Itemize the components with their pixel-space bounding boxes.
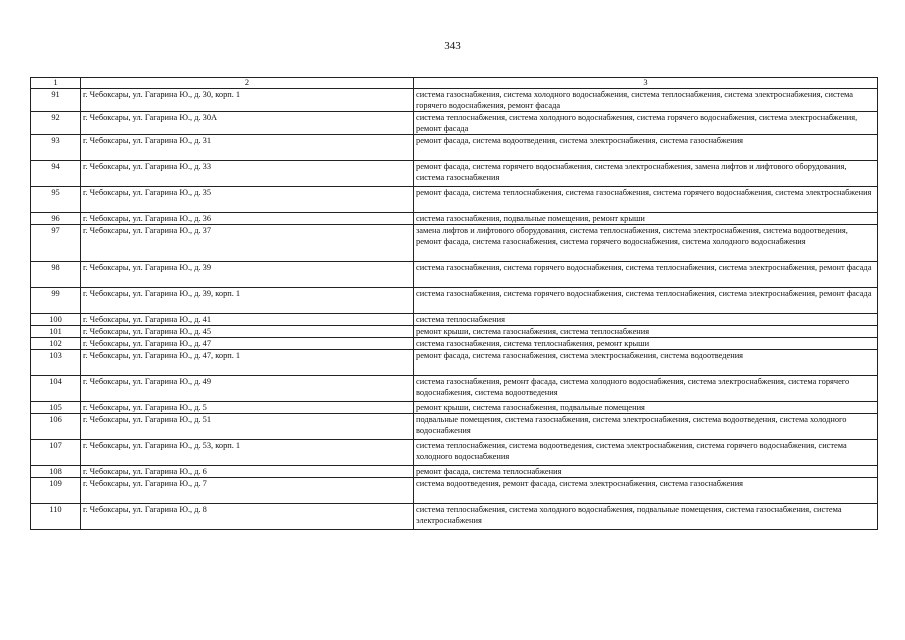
table-header-row: [31, 78, 878, 89]
row-address: г. Чебоксары, ул. Гагарина Ю., д. 5: [81, 402, 414, 414]
table-row: [31, 466, 878, 478]
row-works: система теплоснабжения: [414, 314, 878, 326]
row-number: 108: [31, 466, 81, 478]
table-row: [31, 402, 878, 414]
row-address: г. Чебоксары, ул. Гагарина Ю., д. 41: [81, 314, 414, 326]
table-row: [31, 187, 878, 213]
row-works: ремонт фасада, система теплоснабжения, система газоснабжения, система горячего водоснабжения, система электроснабжения: [414, 187, 878, 213]
row-number: 98: [31, 262, 81, 288]
row-address: г. Чебоксары, ул. Гагарина Ю., д. 47: [81, 338, 414, 350]
row-address: г. Чебоксары, ул. Гагарина Ю., д. 30А: [81, 112, 414, 135]
row-works: система теплоснабжения, система водоотведения, система электроснабжения, система горячего водоснабжения, система холодного водоснабжения: [414, 440, 878, 466]
row-number: 101: [31, 326, 81, 338]
table-row: [31, 288, 878, 314]
row-address: г. Чебоксары, ул. Гагарина Ю., д. 31: [81, 135, 414, 161]
header-col-3: 3: [414, 78, 878, 89]
row-works: ремонт крыши, система газоснабжения, подвальные помещения: [414, 402, 878, 414]
row-works: ремонт фасада, система водоотведения, система электроснабжения, система газоснабжения: [414, 135, 878, 161]
row-number: 110: [31, 504, 81, 530]
row-number: 91: [31, 89, 81, 112]
row-works: система газоснабжения, система горячего водоснабжения, система теплоснабжения, система электроснабжения, ремонт фасада: [414, 288, 878, 314]
row-address: г. Чебоксары, ул. Гагарина Ю., д. 33: [81, 161, 414, 187]
table-row: [31, 504, 878, 530]
row-address: г. Чебоксары, ул. Гагарина Ю., д. 6: [81, 466, 414, 478]
row-number: 100: [31, 314, 81, 326]
row-number: 107: [31, 440, 81, 466]
table-row: [31, 262, 878, 288]
table-row: [31, 440, 878, 466]
row-number: 94: [31, 161, 81, 187]
row-address: г. Чебоксары, ул. Гагарина Ю., д. 7: [81, 478, 414, 504]
table-row: [31, 112, 878, 135]
row-number: 97: [31, 225, 81, 262]
table-row: [31, 478, 878, 504]
header-col-2: 2: [81, 78, 414, 89]
row-number: 103: [31, 350, 81, 376]
table-row: [31, 326, 878, 338]
row-address: г. Чебоксары, ул. Гагарина Ю., д. 8: [81, 504, 414, 530]
row-number: 102: [31, 338, 81, 350]
row-address: г. Чебоксары, ул. Гагарина Ю., д. 35: [81, 187, 414, 213]
table-row: [31, 350, 878, 376]
table-row: [31, 135, 878, 161]
row-address: г. Чебоксары, ул. Гагарина Ю., д. 36: [81, 213, 414, 225]
table-row: [31, 314, 878, 326]
row-number: 104: [31, 376, 81, 402]
row-works: система газоснабжения, система горячего водоснабжения, система теплоснабжения, система электроснабжения, ремонт фасада: [414, 262, 878, 288]
row-works: ремонт фасада, система горячего водоснабжения, система электроснабжения, замена лифтов и лифтового оборудования, система газоснабжения: [414, 161, 878, 187]
table-row: [31, 213, 878, 225]
row-works: система газоснабжения, подвальные помещения, ремонт крыши: [414, 213, 878, 225]
table-row: [31, 225, 878, 262]
row-works: ремонт крыши, система газоснабжения, система теплоснабжения: [414, 326, 878, 338]
row-address: г. Чебоксары, ул. Гагарина Ю., д. 45: [81, 326, 414, 338]
table-row: [31, 89, 878, 112]
works-table: [30, 77, 878, 530]
row-address: г. Чебоксары, ул. Гагарина Ю., д. 53, корп. 1: [81, 440, 414, 466]
row-address: г. Чебоксары, ул. Гагарина Ю., д. 30, корп. 1: [81, 89, 414, 112]
row-number: 106: [31, 414, 81, 440]
row-address: г. Чебоксары, ул. Гагарина Ю., д. 47, корп. 1: [81, 350, 414, 376]
row-works: система газоснабжения, система холодного водоснабжения, система теплоснабжения, система электроснабжения, система горячего водоснабжения, ремонт фасада: [414, 89, 878, 112]
page-number: 343: [444, 40, 461, 52]
header-col-1: 1: [31, 78, 81, 89]
row-number: 92: [31, 112, 81, 135]
row-number: 96: [31, 213, 81, 225]
row-works: система газоснабжения, система теплоснабжения, ремонт крыши: [414, 338, 878, 350]
row-number: 93: [31, 135, 81, 161]
row-works: ремонт фасада, система теплоснабжения: [414, 466, 878, 478]
row-works: ремонт фасада, система газоснабжения, система электроснабжения, система водоотведения: [414, 350, 878, 376]
row-number: 109: [31, 478, 81, 504]
table-row: [31, 161, 878, 187]
row-works: замена лифтов и лифтового оборудования, система теплоснабжения, система электроснабжения, система водоотведения, ремонт фасада, система газоснабжения, система горячего водоснабжения, система холодного водоснабжения: [414, 225, 878, 262]
row-works: система теплоснабжения, система холодного водоснабжения, подвальные помещения, система газоснабжения, система электроснабжения: [414, 504, 878, 530]
row-number: 105: [31, 402, 81, 414]
table-row: [31, 414, 878, 440]
row-address: г. Чебоксары, ул. Гагарина Ю., д. 39, корп. 1: [81, 288, 414, 314]
row-number: 95: [31, 187, 81, 213]
table-row: [31, 338, 878, 350]
row-works: система водоотведения, ремонт фасада, система электроснабжения, система газоснабжения: [414, 478, 878, 504]
row-address: г. Чебоксары, ул. Гагарина Ю., д. 49: [81, 376, 414, 402]
row-address: г. Чебоксары, ул. Гагарина Ю., д. 51: [81, 414, 414, 440]
row-address: г. Чебоксары, ул. Гагарина Ю., д. 39: [81, 262, 414, 288]
row-number: 99: [31, 288, 81, 314]
row-works: подвальные помещения, система газоснабжения, система электроснабжения, система водоотведения, система холодного водоснабжения: [414, 414, 878, 440]
row-works: система газоснабжения, ремонт фасада, система холодного водоснабжения, система электроснабжения, система горячего водоснабжения, система водоотведения: [414, 376, 878, 402]
row-address: г. Чебоксары, ул. Гагарина Ю., д. 37: [81, 225, 414, 262]
table-row: [31, 376, 878, 402]
row-works: система теплоснабжения, система холодного водоснабжения, система горячего водоснабжения, система электроснабжения, ремонт фасада: [414, 112, 878, 135]
